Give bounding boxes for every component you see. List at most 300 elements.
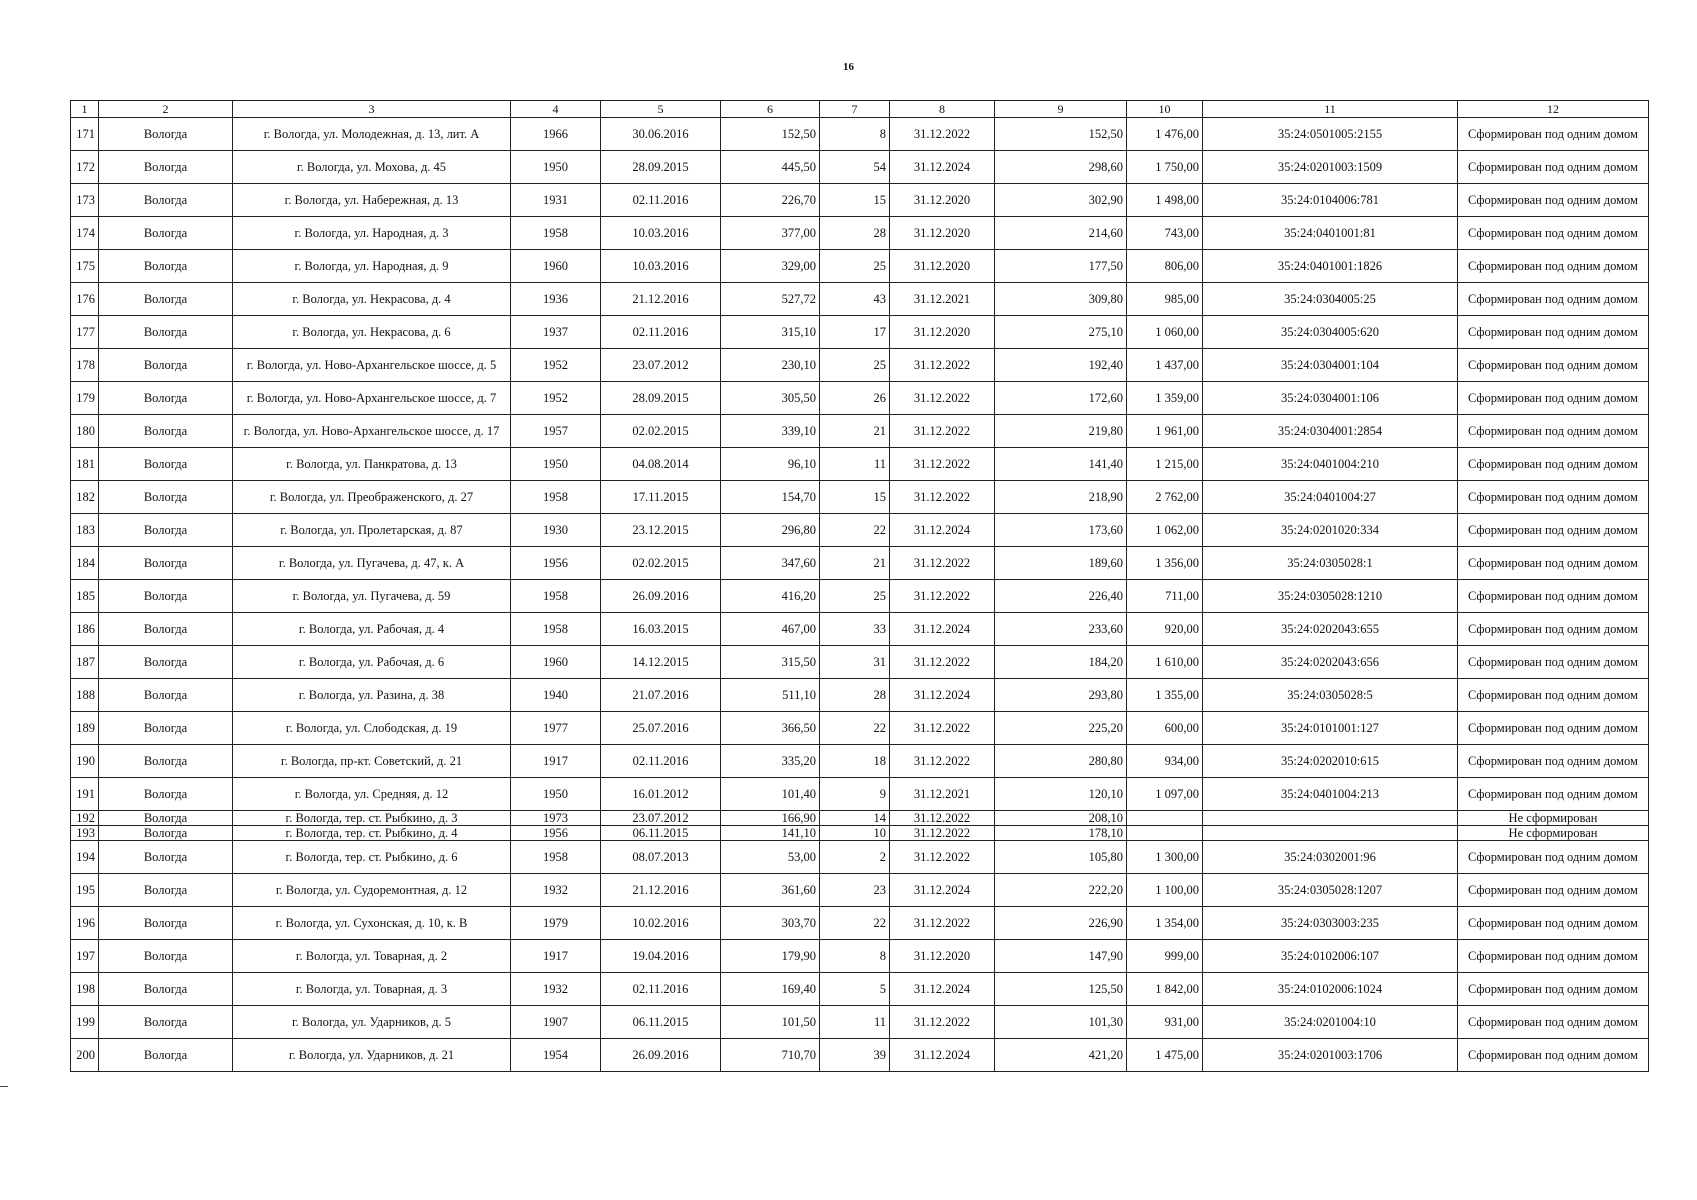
city-cell: Вологда <box>99 382 233 415</box>
row-number: 189 <box>71 712 99 745</box>
status-cell: Сформирован под одним домом <box>1458 151 1649 184</box>
area2-cell: 101,30 <box>995 1006 1127 1039</box>
table-row <box>71 151 1649 184</box>
table-row <box>71 415 1649 448</box>
land-area-cell: 985,00 <box>1127 283 1203 316</box>
land-area-cell: 1 215,00 <box>1127 448 1203 481</box>
cadastral-number-cell: 35:24:0305028:5 <box>1203 679 1458 712</box>
cadastral-number-cell: 35:24:0104006:781 <box>1203 184 1458 217</box>
city-cell: Вологда <box>99 283 233 316</box>
status-cell: Не сформирован <box>1458 811 1649 826</box>
cadastral-number-cell: 35:24:0401004:210 <box>1203 448 1458 481</box>
residents-cell: 8 <box>820 118 890 151</box>
residents-cell: 11 <box>820 1006 890 1039</box>
table-row <box>71 481 1649 514</box>
city-cell: Вологда <box>99 118 233 151</box>
address-cell: г. Вологда, ул. Некрасова, д. 4 <box>233 283 511 316</box>
area2-cell: 184,20 <box>995 646 1127 679</box>
year-built-cell: 1958 <box>511 217 601 250</box>
city-cell: Вологда <box>99 1039 233 1072</box>
status-cell: Не сформирован <box>1458 826 1649 841</box>
row-number: 193 <box>71 826 99 841</box>
column-header-11: 11 <box>1203 101 1458 118</box>
address-cell: г. Вологда, ул. Ново-Архангельское шоссе, д. 5 <box>233 349 511 382</box>
area2-cell: 222,20 <box>995 874 1127 907</box>
city-cell: Вологда <box>99 1006 233 1039</box>
address-cell: г. Вологда, пр-кт. Советский, д. 21 <box>233 745 511 778</box>
year-built-cell: 1930 <box>511 514 601 547</box>
city-cell: Вологда <box>99 184 233 217</box>
row-number: 184 <box>71 547 99 580</box>
row-number: 188 <box>71 679 99 712</box>
status-cell: Сформирован под одним домом <box>1458 448 1649 481</box>
city-cell: Вологда <box>99 349 233 382</box>
deadline-cell: 31.12.2024 <box>890 679 995 712</box>
area2-cell: 189,60 <box>995 547 1127 580</box>
row-number: 187 <box>71 646 99 679</box>
city-cell: Вологда <box>99 841 233 874</box>
year-built-cell: 1954 <box>511 1039 601 1072</box>
table-row <box>71 250 1649 283</box>
land-area-cell: 999,00 <box>1127 940 1203 973</box>
area-cell: 303,70 <box>721 907 820 940</box>
column-header-6: 6 <box>721 101 820 118</box>
residents-cell: 14 <box>820 811 890 826</box>
row-number: 196 <box>71 907 99 940</box>
area2-cell: 226,40 <box>995 580 1127 613</box>
area2-cell: 152,50 <box>995 118 1127 151</box>
row-number: 200 <box>71 1039 99 1072</box>
year-built-cell: 1937 <box>511 316 601 349</box>
land-area-cell: 1 750,00 <box>1127 151 1203 184</box>
residents-cell: 43 <box>820 283 890 316</box>
cadastral-number-cell: 35:24:0201003:1706 <box>1203 1039 1458 1072</box>
deadline-cell: 31.12.2022 <box>890 826 995 841</box>
table-row <box>71 382 1649 415</box>
area-cell: 296,80 <box>721 514 820 547</box>
address-cell: г. Вологда, ул. Слободская, д. 19 <box>233 712 511 745</box>
area2-cell: 219,80 <box>995 415 1127 448</box>
area2-cell: 309,80 <box>995 283 1127 316</box>
date-cell: 21.07.2016 <box>601 679 721 712</box>
area-cell: 315,10 <box>721 316 820 349</box>
row-number: 172 <box>71 151 99 184</box>
land-area-cell: 1 498,00 <box>1127 184 1203 217</box>
area2-cell: 302,90 <box>995 184 1127 217</box>
city-cell: Вологда <box>99 907 233 940</box>
status-cell: Сформирован под одним домом <box>1458 349 1649 382</box>
land-area-cell: 711,00 <box>1127 580 1203 613</box>
table-row <box>71 1039 1649 1072</box>
residents-cell: 2 <box>820 841 890 874</box>
land-area-cell: 1 475,00 <box>1127 1039 1203 1072</box>
address-cell: г. Вологда, ул. Молодежная, д. 13, лит. А <box>233 118 511 151</box>
status-cell: Сформирован под одним домом <box>1458 874 1649 907</box>
row-number: 180 <box>71 415 99 448</box>
cadastral-number-cell: 35:24:0401004:27 <box>1203 481 1458 514</box>
land-area-cell: 1 100,00 <box>1127 874 1203 907</box>
area-cell: 101,50 <box>721 1006 820 1039</box>
land-area-cell: 743,00 <box>1127 217 1203 250</box>
year-built-cell: 1973 <box>511 811 601 826</box>
area-cell: 315,50 <box>721 646 820 679</box>
row-number: 177 <box>71 316 99 349</box>
land-area-cell: 934,00 <box>1127 745 1203 778</box>
area-cell: 377,00 <box>721 217 820 250</box>
column-header-12: 12 <box>1458 101 1649 118</box>
table-row <box>71 646 1649 679</box>
year-built-cell: 1907 <box>511 1006 601 1039</box>
area-cell: 96,10 <box>721 448 820 481</box>
address-cell: г. Вологда, тер. ст. Рыбкино, д. 4 <box>233 826 511 841</box>
residents-cell: 22 <box>820 907 890 940</box>
area2-cell: 218,90 <box>995 481 1127 514</box>
address-cell: г. Вологда, ул. Народная, д. 9 <box>233 250 511 283</box>
area-cell: 361,60 <box>721 874 820 907</box>
deadline-cell: 31.12.2022 <box>890 481 995 514</box>
residents-cell: 9 <box>820 778 890 811</box>
address-cell: г. Вологда, ул. Рабочая, д. 4 <box>233 613 511 646</box>
table-row <box>71 448 1649 481</box>
row-number: 194 <box>71 841 99 874</box>
status-cell: Сформирован под одним домом <box>1458 118 1649 151</box>
deadline-cell: 31.12.2022 <box>890 907 995 940</box>
year-built-cell: 1960 <box>511 646 601 679</box>
year-built-cell: 1952 <box>511 349 601 382</box>
land-area-cell: 806,00 <box>1127 250 1203 283</box>
deadline-cell: 31.12.2022 <box>890 448 995 481</box>
table-row <box>71 874 1649 907</box>
land-area-cell: 1 354,00 <box>1127 907 1203 940</box>
column-number-row <box>71 101 1649 118</box>
area-cell: 416,20 <box>721 580 820 613</box>
deadline-cell: 31.12.2020 <box>890 184 995 217</box>
land-area-cell: 1 359,00 <box>1127 382 1203 415</box>
residents-cell: 18 <box>820 745 890 778</box>
city-cell: Вологда <box>99 448 233 481</box>
area-cell: 226,70 <box>721 184 820 217</box>
year-built-cell: 1917 <box>511 745 601 778</box>
table-row <box>71 1006 1649 1039</box>
table-row <box>71 118 1649 151</box>
area-cell: 166,90 <box>721 811 820 826</box>
area-cell: 141,10 <box>721 826 820 841</box>
address-cell: г. Вологда, ул. Набережная, д. 13 <box>233 184 511 217</box>
land-area-cell: 1 062,00 <box>1127 514 1203 547</box>
deadline-cell: 31.12.2021 <box>890 283 995 316</box>
address-cell: г. Вологда, ул. Сухонская, д. 10, к. В <box>233 907 511 940</box>
date-cell: 02.02.2015 <box>601 547 721 580</box>
area2-cell: 225,20 <box>995 712 1127 745</box>
row-number: 182 <box>71 481 99 514</box>
year-built-cell: 1958 <box>511 481 601 514</box>
date-cell: 08.07.2013 <box>601 841 721 874</box>
date-cell: 16.01.2012 <box>601 778 721 811</box>
row-number: 191 <box>71 778 99 811</box>
area2-cell: 105,80 <box>995 841 1127 874</box>
land-area-cell: 1 842,00 <box>1127 973 1203 1006</box>
status-cell: Сформирован под одним домом <box>1458 184 1649 217</box>
deadline-cell: 31.12.2024 <box>890 874 995 907</box>
cadastral-number-cell: 35:24:0202043:655 <box>1203 613 1458 646</box>
cadastral-number-cell <box>1203 811 1458 826</box>
year-built-cell: 1932 <box>511 973 601 1006</box>
residents-cell: 22 <box>820 712 890 745</box>
status-cell: Сформирован под одним домом <box>1458 250 1649 283</box>
year-built-cell: 1956 <box>511 826 601 841</box>
column-header-8: 8 <box>890 101 995 118</box>
deadline-cell: 31.12.2020 <box>890 250 995 283</box>
deadline-cell: 31.12.2020 <box>890 316 995 349</box>
status-cell: Сформирован под одним домом <box>1458 646 1649 679</box>
year-built-cell: 1932 <box>511 874 601 907</box>
address-cell: г. Вологда, ул. Средняя, д. 12 <box>233 778 511 811</box>
status-cell: Сформирован под одним домом <box>1458 415 1649 448</box>
area2-cell: 172,60 <box>995 382 1127 415</box>
status-cell: Сформирован под одним домом <box>1458 217 1649 250</box>
area-cell: 335,20 <box>721 745 820 778</box>
residents-cell: 22 <box>820 514 890 547</box>
city-cell: Вологда <box>99 613 233 646</box>
residents-cell: 26 <box>820 382 890 415</box>
row-number: 176 <box>71 283 99 316</box>
address-cell: г. Вологда, ул. Некрасова, д. 6 <box>233 316 511 349</box>
cadastral-number-cell: 35:24:0305028:1 <box>1203 547 1458 580</box>
year-built-cell: 1952 <box>511 382 601 415</box>
residents-cell: 15 <box>820 481 890 514</box>
residents-cell: 8 <box>820 940 890 973</box>
land-area-cell: 1 060,00 <box>1127 316 1203 349</box>
city-cell: Вологда <box>99 940 233 973</box>
residents-cell: 54 <box>820 151 890 184</box>
address-cell: г. Вологда, ул. Панкратова, д. 13 <box>233 448 511 481</box>
year-built-cell: 1936 <box>511 283 601 316</box>
residents-cell: 21 <box>820 415 890 448</box>
cadastral-number-cell: 35:24:0102006:107 <box>1203 940 1458 973</box>
area-cell: 53,00 <box>721 841 820 874</box>
residents-cell: 23 <box>820 874 890 907</box>
cadastral-number-cell: 35:24:0302001:96 <box>1203 841 1458 874</box>
row-number: 198 <box>71 973 99 1006</box>
table-row <box>71 283 1649 316</box>
housing-register-table <box>70 100 1649 1072</box>
city-cell: Вологда <box>99 316 233 349</box>
cadastral-number-cell: 35:24:0401001:1826 <box>1203 250 1458 283</box>
date-cell: 16.03.2015 <box>601 613 721 646</box>
deadline-cell: 31.12.2022 <box>890 547 995 580</box>
row-number: 179 <box>71 382 99 415</box>
land-area-cell: 1 097,00 <box>1127 778 1203 811</box>
cadastral-number-cell: 35:24:0501005:2155 <box>1203 118 1458 151</box>
deadline-cell: 31.12.2022 <box>890 415 995 448</box>
residents-cell: 11 <box>820 448 890 481</box>
status-cell: Сформирован под одним домом <box>1458 745 1649 778</box>
date-cell: 02.11.2016 <box>601 316 721 349</box>
year-built-cell: 1917 <box>511 940 601 973</box>
table-row <box>71 316 1649 349</box>
deadline-cell: 31.12.2022 <box>890 841 995 874</box>
year-built-cell: 1956 <box>511 547 601 580</box>
table-row <box>71 826 1649 841</box>
status-cell: Сформирован под одним домом <box>1458 547 1649 580</box>
residents-cell: 15 <box>820 184 890 217</box>
table-row <box>71 514 1649 547</box>
city-cell: Вологда <box>99 514 233 547</box>
area-cell: 179,90 <box>721 940 820 973</box>
table-row <box>71 613 1649 646</box>
deadline-cell: 31.12.2024 <box>890 973 995 1006</box>
cadastral-number-cell: 35:24:0303003:235 <box>1203 907 1458 940</box>
date-cell: 19.04.2016 <box>601 940 721 973</box>
area-cell: 169,40 <box>721 973 820 1006</box>
area2-cell: 293,80 <box>995 679 1127 712</box>
city-cell: Вологда <box>99 679 233 712</box>
table-row <box>71 547 1649 580</box>
deadline-cell: 31.12.2022 <box>890 382 995 415</box>
land-area-cell <box>1127 811 1203 826</box>
area2-cell: 280,80 <box>995 745 1127 778</box>
area-cell: 467,00 <box>721 613 820 646</box>
residents-cell: 28 <box>820 217 890 250</box>
deadline-cell: 31.12.2024 <box>890 151 995 184</box>
cadastral-number-cell: 35:24:0305028:1210 <box>1203 580 1458 613</box>
status-cell: Сформирован под одним домом <box>1458 973 1649 1006</box>
area2-cell: 120,10 <box>995 778 1127 811</box>
year-built-cell: 1977 <box>511 712 601 745</box>
row-number: 190 <box>71 745 99 778</box>
cadastral-number-cell: 35:24:0102006:1024 <box>1203 973 1458 1006</box>
status-cell: Сформирован под одним домом <box>1458 679 1649 712</box>
cadastral-number-cell: 35:24:0304001:104 <box>1203 349 1458 382</box>
row-number: 197 <box>71 940 99 973</box>
city-cell: Вологда <box>99 826 233 841</box>
area-cell: 305,50 <box>721 382 820 415</box>
city-cell: Вологда <box>99 712 233 745</box>
city-cell: Вологда <box>99 481 233 514</box>
date-cell: 23.07.2012 <box>601 811 721 826</box>
cadastral-number-cell <box>1203 826 1458 841</box>
address-cell: г. Вологда, ул. Товарная, д. 2 <box>233 940 511 973</box>
address-cell: г. Вологда, ул. Судоремонтная, д. 12 <box>233 874 511 907</box>
row-number: 181 <box>71 448 99 481</box>
year-built-cell: 1958 <box>511 841 601 874</box>
table-row <box>71 973 1649 1006</box>
address-cell: г. Вологда, ул. Товарная, д. 3 <box>233 973 511 1006</box>
land-area-cell: 1 610,00 <box>1127 646 1203 679</box>
date-cell: 17.11.2015 <box>601 481 721 514</box>
cadastral-number-cell: 35:24:0305028:1207 <box>1203 874 1458 907</box>
cadastral-number-cell: 35:24:0401001:81 <box>1203 217 1458 250</box>
date-cell: 02.11.2016 <box>601 184 721 217</box>
deadline-cell: 31.12.2024 <box>890 613 995 646</box>
table-body <box>71 118 1649 1072</box>
residents-cell: 28 <box>820 679 890 712</box>
year-built-cell: 1960 <box>511 250 601 283</box>
city-cell: Вологда <box>99 217 233 250</box>
city-cell: Вологда <box>99 646 233 679</box>
table-row <box>71 907 1649 940</box>
date-cell: 06.11.2015 <box>601 826 721 841</box>
area-cell: 527,72 <box>721 283 820 316</box>
land-area-cell: 1 355,00 <box>1127 679 1203 712</box>
column-header-3: 3 <box>233 101 511 118</box>
address-cell: г. Вологда, ул. Мохова, д. 45 <box>233 151 511 184</box>
year-built-cell: 1950 <box>511 778 601 811</box>
area2-cell: 226,90 <box>995 907 1127 940</box>
table-row <box>71 184 1649 217</box>
area2-cell: 173,60 <box>995 514 1127 547</box>
residents-cell: 31 <box>820 646 890 679</box>
date-cell: 23.07.2012 <box>601 349 721 382</box>
address-cell: г. Вологда, ул. Ново-Архангельское шоссе, д. 17 <box>233 415 511 448</box>
date-cell: 23.12.2015 <box>601 514 721 547</box>
row-number: 195 <box>71 874 99 907</box>
date-cell: 26.09.2016 <box>601 1039 721 1072</box>
year-built-cell: 1966 <box>511 118 601 151</box>
year-built-cell: 1950 <box>511 448 601 481</box>
land-area-cell: 1 961,00 <box>1127 415 1203 448</box>
column-header-4: 4 <box>511 101 601 118</box>
cadastral-number-cell: 35:24:0201004:10 <box>1203 1006 1458 1039</box>
area2-cell: 298,60 <box>995 151 1127 184</box>
date-cell: 14.12.2015 <box>601 646 721 679</box>
city-cell: Вологда <box>99 250 233 283</box>
deadline-cell: 31.12.2022 <box>890 745 995 778</box>
page-number: 16 <box>843 61 854 73</box>
residents-cell: 21 <box>820 547 890 580</box>
date-cell: 10.03.2016 <box>601 217 721 250</box>
address-cell: г. Вологда, ул. Разина, д. 38 <box>233 679 511 712</box>
year-built-cell: 1950 <box>511 151 601 184</box>
area2-cell: 275,10 <box>995 316 1127 349</box>
date-cell: 04.08.2014 <box>601 448 721 481</box>
margin-mark <box>0 1086 8 1087</box>
land-area-cell: 2 762,00 <box>1127 481 1203 514</box>
land-area-cell: 1 437,00 <box>1127 349 1203 382</box>
column-header-10: 10 <box>1127 101 1203 118</box>
address-cell: г. Вологда, ул. Ново-Архангельское шоссе, д. 7 <box>233 382 511 415</box>
date-cell: 25.07.2016 <box>601 712 721 745</box>
year-built-cell: 1931 <box>511 184 601 217</box>
city-cell: Вологда <box>99 745 233 778</box>
land-area-cell: 1 356,00 <box>1127 547 1203 580</box>
residents-cell: 17 <box>820 316 890 349</box>
residents-cell: 39 <box>820 1039 890 1072</box>
date-cell: 10.02.2016 <box>601 907 721 940</box>
land-area-cell: 920,00 <box>1127 613 1203 646</box>
residents-cell: 33 <box>820 613 890 646</box>
column-header-2: 2 <box>99 101 233 118</box>
deadline-cell: 31.12.2020 <box>890 217 995 250</box>
status-cell: Сформирован под одним домом <box>1458 481 1649 514</box>
cadastral-number-cell: 35:24:0401004:213 <box>1203 778 1458 811</box>
deadline-cell: 31.12.2022 <box>890 712 995 745</box>
area-cell: 329,00 <box>721 250 820 283</box>
row-number: 175 <box>71 250 99 283</box>
table-row <box>71 940 1649 973</box>
table-row <box>71 745 1649 778</box>
year-built-cell: 1940 <box>511 679 601 712</box>
table-row <box>71 349 1649 382</box>
deadline-cell: 31.12.2024 <box>890 1039 995 1072</box>
status-cell: Сформирован под одним домом <box>1458 580 1649 613</box>
status-cell: Сформирован под одним домом <box>1458 940 1649 973</box>
address-cell: г. Вологда, ул. Преображенского, д. 27 <box>233 481 511 514</box>
city-cell: Вологда <box>99 415 233 448</box>
residents-cell: 25 <box>820 580 890 613</box>
table-row <box>71 217 1649 250</box>
area2-cell: 208,10 <box>995 811 1127 826</box>
